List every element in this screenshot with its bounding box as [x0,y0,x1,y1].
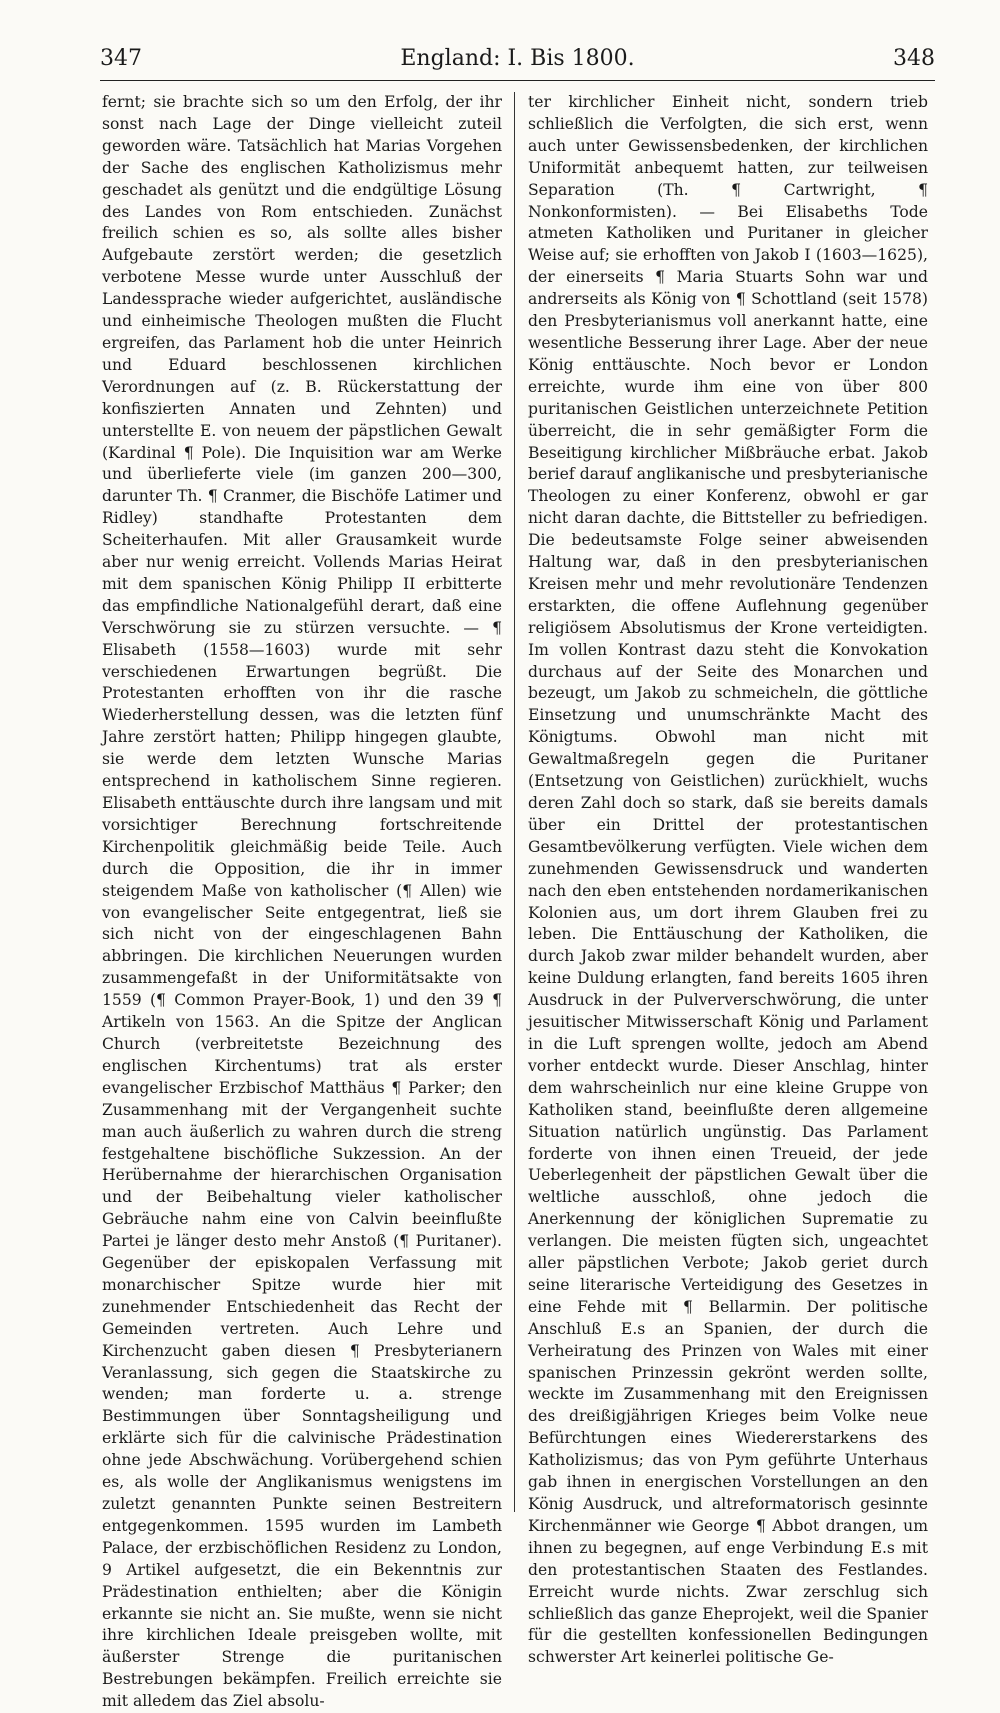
page-header [100,44,935,74]
right-column [528,92,928,1667]
right-column-text: ter kirchlicher Einheit nicht, sondern trieb schließlich die Verfolgten, die sich erst, wenn auch unter Gewissensbedenken, der kirchlichen Uniformität anbequemt hatten, zur teilweisen Separation (Th. ¶ Cartwright, ¶ Nonkonformisten). — Bei Elisabeths Tode atmeten Katholiken und Puritaner in gleicher Weise auf; sie erhofften von Jakob I (1603—1625), der einerseits ¶ Maria Stuarts Sohn war und andrerseits als König von ¶ Schottland (seit 1578) den Presbyterianismus voll anerkannt hatte, eine wesentliche Besserung ihrer Lage. Aber der neue König enttäuschte. Noch bevor er London erreichte, wurde ihm eine von über 800 puritanischen Geistlichen unterzeichnete Petition überreicht, die in sehr gemäßigter Form die Beseitigung kirchlicher Mißbräuche erbat. Jakob berief darauf anglikanische und presbyterianische Theologen zu einer Konferenz, obwohl er gar nicht daran dachte, die Bittsteller zu befriedigen. Die bedeutsamste Folge seiner abweisenden Haltung war, daß in den presbyterianischen Kreisen mehr und mehr revolutionäre Tendenzen erstarkten, die offene Auflehnung gegenüber religiösem Absolutismus der Krone verteidigten. Im vollen Kontrast dazu steht die Konvokation durchaus auf der Seite des Monarchen und bezeugt, um Jakob zu schmeicheln, die göttliche Einsetzung und unumschränkte Macht des Königtums. Obwohl man nicht mit Gewaltmaßregeln gegen die Puritaner (Entsetzung von Geistlichen) zurückhielt, wuchs deren Zahl doch so stark, daß sie bereits damals über ein Drittel der protestantischen Gesamtbevölkerung verfügten. Viele wichen dem zunehmenden Gewissensdruck und wanderten nach den eben entstehenden nordamerikanischen Kolonien aus, um dort ihrem Glauben frei zu leben. Die Enttäuschung der Katholiken, die durch Jakob zwar milder behandelt wurden, aber keine Duldung erlangten, fand bereits 1605 ihren Ausdruck in der Pulververschwörung, die unter jesuitischer Mitwisserschaft König und Parlament in die Luft sprengen wollte, jedoch am Abend vorher entdeckt wurde. Dieser Anschlag, hinter dem wahrscheinlich nur eine kleine Gruppe von Katholiken stand, beeinflußte deren allgemeine Situation natürlich ungünstig. Das Parlament forderte von ihnen einen Treueid, der jede Ueberlegenheit der päpstlichen Gewalt über die weltliche ausschloß, ohne jedoch die Anerkennung der königlichen Suprematie zu verlangen. Die meisten fügten sich, ungeachtet aller päpstlichen Verbote; Jakob geriet durch seine literarische Verteidigung des Gesetzes in eine Fehde mit ¶ Bellarmin. Der politische Anschluß E.s an Spanien, der durch die Verheiratung des Prinzen von Wales mit einer spanischen Prinzessin gekrönt werden sollte, weckte im Zusammenhang mit den Ereignissen des dreißigjährigen Krieges beim Volke neue Befürchtungen eines Wiedererstarkens des Katholizismus; das von Pym geführte Unterhaus gab ihnen in energischen Vorstellungen an den König Ausdruck, und altreformatorisch gesinnte Kirchenmänner wie George ¶ Abbot drangen, um ihnen zu begegnen, auf enge Verbindung E.s mit den protestantischen Staaten des Festlandes. Erreicht wurde nichts. Zwar zerschlug sich schließlich das ganze Eheprojekt, weil die Spanier für die gestellten konfessionellen Bedingungen schwerster Art keinerlei politische Ge- [528,93,928,1667]
left-column [102,92,502,1711]
header-rule [100,80,935,81]
left-page-number: 347 [100,46,142,71]
left-column-text: fernt; sie brachte sich so um den Erfolg, der ihr sonst nach Lage der Dinge vielleicht zuteil geworden wäre. Tatsächlich hat Marias Vorgehen der Sache des englischen Katholizismus mehr geschadet als genützt und die endgültige Lösung des Landes von Rom entschieden. Zunächst freilich schien es so, als sollte alles bisher Aufgebaute zerstört werden; die gesetzlich verbotene Messe wurde unter Ausschluß der Landessprache wieder aufgerichtet, ausländische und einheimische Theologen mußten die Flucht ergreifen, das Parlament hob die unter Heinrich und Eduard beschlossenen kirchlichen Verordnungen auf (z. B. Rückerstattung der konfiszierten Annaten und Zehnten) und unterstellte E. von neuem der päpstlichen Gewalt (Kardinal ¶ Pole). Die Inquisition war am Werke und überlieferte viele (im ganzen 200—300, darunter Th. ¶ Cranmer, die Bischöfe Latimer und Ridley) standhafte Protestanten dem Scheiterhaufen. Mit aller Grausamkeit wurde aber nur wenig erreicht. Vollends Marias Heirat mit dem spanischen König Philipp II erbitterte das empfindliche Nationalgefühl derart, daß eine Verschwörung sie zu stürzen versuchte. — ¶ Elisabeth (1558—1603) wurde mit sehr verschiedenen Erwartungen begrüßt. Die Protestanten erhofften von ihr die rasche Wiederherstellung dessen, was die letzten fünf Jahre zerstört hatten; Philipp hingegen glaubte, sie werde dem letzten Wunsche Marias entsprechend in katholischem Sinne regieren. Elisabeth enttäuschte durch ihre langsam und mit vorsichtiger Berechnung fortschreitende Kirchenpolitik gleichmäßig beide Teile. Auch durch die Opposition, die ihr in immer steigendem Maße von katholischer (¶ Allen) wie von evangelischer Seite entgegentrat, ließ sie sich nicht von der eingeschlagenen Bahn abbringen. Die kirchlichen Neuerungen wurden zusammengefaßt in der Uniformitätsakte von 1559 (¶ Common Prayer-Book, 1) und den 39 ¶ Artikeln von 1563. An die Spitze der Anglican Church (verbreitetste Bezeichnung des englischen Kirchentums) trat als erster evangelischer Erzbischof Matthäus ¶ Parker; den Zusammenhang mit der Vergangenheit suchte man auch äußerlich zu wahren durch die streng festgehaltene bischöfliche Sukzession. An der Herübernahme der hierarchischen Organisation und der Beibehaltung vieler katholischer Gebräuche nahm eine von Calvin beeinflußte Partei je länger desto mehr Anstoß (¶ Puritaner). Gegenüber der episkopalen Verfassung mit monarchischer Spitze wurde hier mit zunehmender Entschiedenheit das Recht der Gemeinden vertreten. Auch Lehre und Kirchenzucht gaben diesen ¶ Presbyterianern Veranlassung, sich gegen die Staatskirche zu wenden; man forderte u. a. strenge Bestimmungen über Sonntagsheiligung und erklärte sich für die calvinische Prädestination ohne jede Abschwächung. Vorübergehend schien es, als wolle der Anglikanismus wenigstens im zuletzt genannten Punkte seinen Bestreitern entgegenkommen. 1595 wurden im Lambeth Palace, der erzbischöflichen Residenz zu London, 9 Artikel aufgesetzt, die ein Bekenntnis zur Prädestination enthielten; aber die Königin erkannte sie nicht an. Sie mußte, wenn sie nicht ihre kirchlichen Ideale preisgeben wollte, mit äußerster Strenge die puritanischen Bestrebungen bekämpfen. Freilich erreichte sie mit alledem das Ziel absolu- [102,93,502,1711]
right-page-number: 348 [893,46,935,71]
column-divider [514,92,515,1512]
running-title: England: I. Bis 1800. [400,46,635,71]
